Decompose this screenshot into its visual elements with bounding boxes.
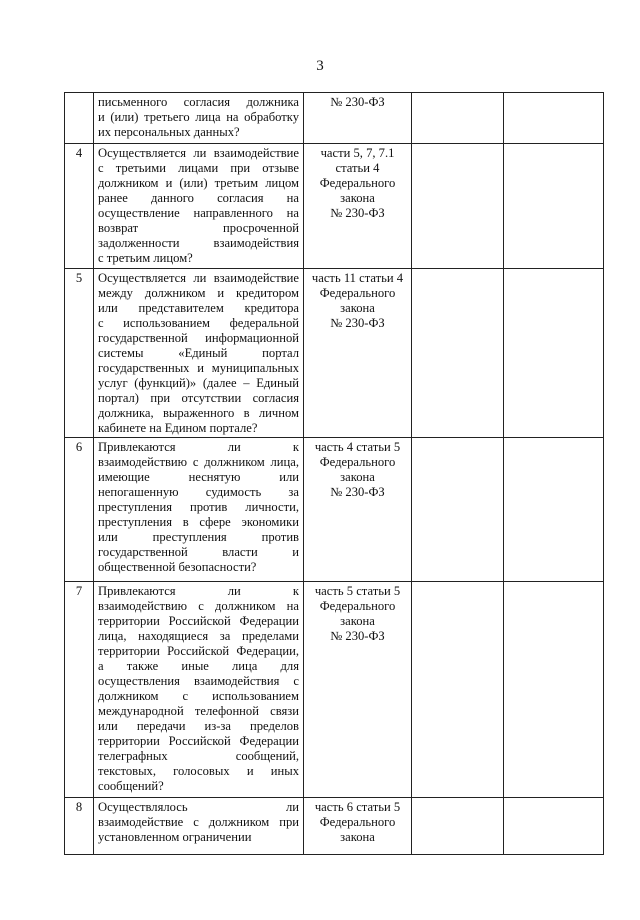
note-cell[interactable] xyxy=(504,798,604,855)
question-line: или передачи из-за пределов xyxy=(98,719,299,733)
question-line: имеющие неснятую или xyxy=(98,470,299,484)
question-line: преступления против личности, xyxy=(98,500,299,514)
question-line: взаимодействию с должником на xyxy=(98,599,299,613)
row-number-cell: 8 xyxy=(65,798,94,855)
question-line: Привлекаются ли к xyxy=(98,584,299,598)
question-line: государственной власти и xyxy=(98,545,299,559)
note-cell[interactable] xyxy=(504,438,604,582)
law-reference-line: Федерального xyxy=(319,599,396,613)
answer-cell[interactable] xyxy=(412,582,504,798)
law-reference-cell xyxy=(304,269,412,438)
question-cell xyxy=(94,269,304,438)
answer-cell[interactable] xyxy=(412,144,504,269)
answer-cell[interactable] xyxy=(412,798,504,855)
law-reference-line: закона xyxy=(340,191,375,205)
law-reference-cell xyxy=(304,438,412,582)
law-reference-line: статьи 4 xyxy=(335,161,380,175)
law-reference-line: часть 11 статьи 4 xyxy=(311,271,404,285)
question-cell xyxy=(94,798,304,855)
question-line: а также иные лица для xyxy=(98,659,299,673)
row-number-cell: 6 xyxy=(65,438,94,582)
law-reference-line: закона xyxy=(340,301,375,315)
law-reference-cell xyxy=(304,582,412,798)
question-line: между должником и кредитором xyxy=(98,286,299,300)
law-reference-line: Федерального xyxy=(319,286,396,300)
question-cell xyxy=(94,438,304,582)
question-line: с использованием федеральной xyxy=(98,316,299,330)
question-line: услуг (функций)» (далее – Единый xyxy=(98,376,299,390)
question-line: Осуществляется ли взаимодействие xyxy=(98,146,299,160)
question-line: международной телефонной связи xyxy=(98,704,299,718)
law-reference-cell xyxy=(304,144,412,269)
law-reference-line: закона xyxy=(340,470,375,484)
question-line: письменного согласия должника xyxy=(98,95,299,109)
question-line: территории Российской Федерации xyxy=(98,614,299,628)
question-line: с третьим лицом? xyxy=(98,251,193,265)
question-line: портал) при отсутствии согласия xyxy=(98,391,299,405)
question-line: установленном ограничении xyxy=(98,830,252,844)
question-line: Привлекаются ли к xyxy=(98,440,299,454)
question-line: государственной информационной xyxy=(98,331,299,345)
checklist-table-body xyxy=(65,93,604,855)
question-line: территории Российской Федерации, xyxy=(98,644,299,658)
table-row xyxy=(65,582,604,798)
law-reference-line: № 230-ФЗ xyxy=(330,206,385,220)
question-line: должником с использованием xyxy=(98,689,299,703)
answer-cell[interactable] xyxy=(412,438,504,582)
note-cell[interactable] xyxy=(504,582,604,798)
law-reference-line: Федерального xyxy=(319,455,396,469)
law-reference-line: № 230-ФЗ xyxy=(330,95,385,109)
row-number-cell xyxy=(65,93,94,144)
question-line: с третьими лицами при отзыве xyxy=(98,161,299,175)
question-line: преступления в сфере экономики xyxy=(98,515,299,529)
answer-cell[interactable] xyxy=(412,269,504,438)
law-reference-line: часть 5 статьи 5 xyxy=(314,584,401,598)
checklist-table xyxy=(64,92,604,855)
table-row xyxy=(65,269,604,438)
law-reference-line: № 230-ФЗ xyxy=(330,485,385,499)
question-line: лица, находящиеся за пределами xyxy=(98,629,299,643)
question-line: текстовых, голосовых и иных xyxy=(98,764,299,778)
question-line: должника, выраженного в личном xyxy=(98,406,299,420)
page-number: 3 xyxy=(316,58,324,74)
question-line: непогашенную судимость за xyxy=(98,485,299,499)
question-cell xyxy=(94,93,304,144)
row-number-cell: 7 xyxy=(65,582,94,798)
question-cell xyxy=(94,582,304,798)
row-number-cell: 4 xyxy=(65,144,94,269)
row-number-cell: 5 xyxy=(65,269,94,438)
question-line: государственных и муниципальных xyxy=(98,361,299,375)
table-row xyxy=(65,93,604,144)
question-line: осуществления взаимодействия с xyxy=(98,674,299,688)
question-line: системы «Единый портал xyxy=(98,346,299,360)
question-line: сообщений? xyxy=(98,779,164,793)
question-line: возврат просроченной xyxy=(98,221,299,235)
question-line: территории Российской Федерации xyxy=(98,734,299,748)
table-row xyxy=(65,798,604,855)
question-line: телеграфных сообщений, xyxy=(98,749,299,763)
law-reference-cell xyxy=(304,798,412,855)
question-line: или представителем кредитора xyxy=(98,301,299,315)
note-cell[interactable] xyxy=(504,93,604,144)
law-reference-line: закона xyxy=(340,830,375,844)
note-cell[interactable] xyxy=(504,269,604,438)
law-reference-line: закона xyxy=(340,614,375,628)
law-reference-cell xyxy=(304,93,412,144)
question-line: задолженности взаимодействия xyxy=(98,236,299,250)
question-line: Осуществляется ли взаимодействие xyxy=(98,271,299,285)
question-line: Осуществлялось ли xyxy=(98,800,299,814)
question-line: взаимодействию с должником лица, xyxy=(98,455,299,469)
law-reference-line: части 5, 7, 7.1 xyxy=(320,146,395,160)
question-line: их персональных данных? xyxy=(98,125,240,139)
table-row xyxy=(65,438,604,582)
question-line: ранее данного согласия на xyxy=(98,191,299,205)
law-reference-line: Федерального xyxy=(319,815,396,829)
law-reference-line: Федерального xyxy=(319,176,396,190)
table-row xyxy=(65,144,604,269)
law-reference-line: № 230-ФЗ xyxy=(330,629,385,643)
question-line: взаимодействие с должником при xyxy=(98,815,299,829)
note-cell[interactable] xyxy=(504,144,604,269)
question-line: осуществление направленного на xyxy=(98,206,299,220)
law-reference-line: часть 4 статьи 5 xyxy=(314,440,401,454)
answer-cell[interactable] xyxy=(412,93,504,144)
question-cell xyxy=(94,144,304,269)
question-line: кабинете на Едином портале? xyxy=(98,421,258,435)
question-line: или преступления против xyxy=(98,530,299,544)
law-reference-line: часть 6 статьи 5 xyxy=(314,800,401,814)
question-line: и (или) третьего лица на обработку xyxy=(98,110,299,124)
question-line: должником и (или) третьим лицом xyxy=(98,176,299,190)
law-reference-line: № 230-ФЗ xyxy=(330,316,385,330)
question-line: общественной безопасности? xyxy=(98,560,257,574)
